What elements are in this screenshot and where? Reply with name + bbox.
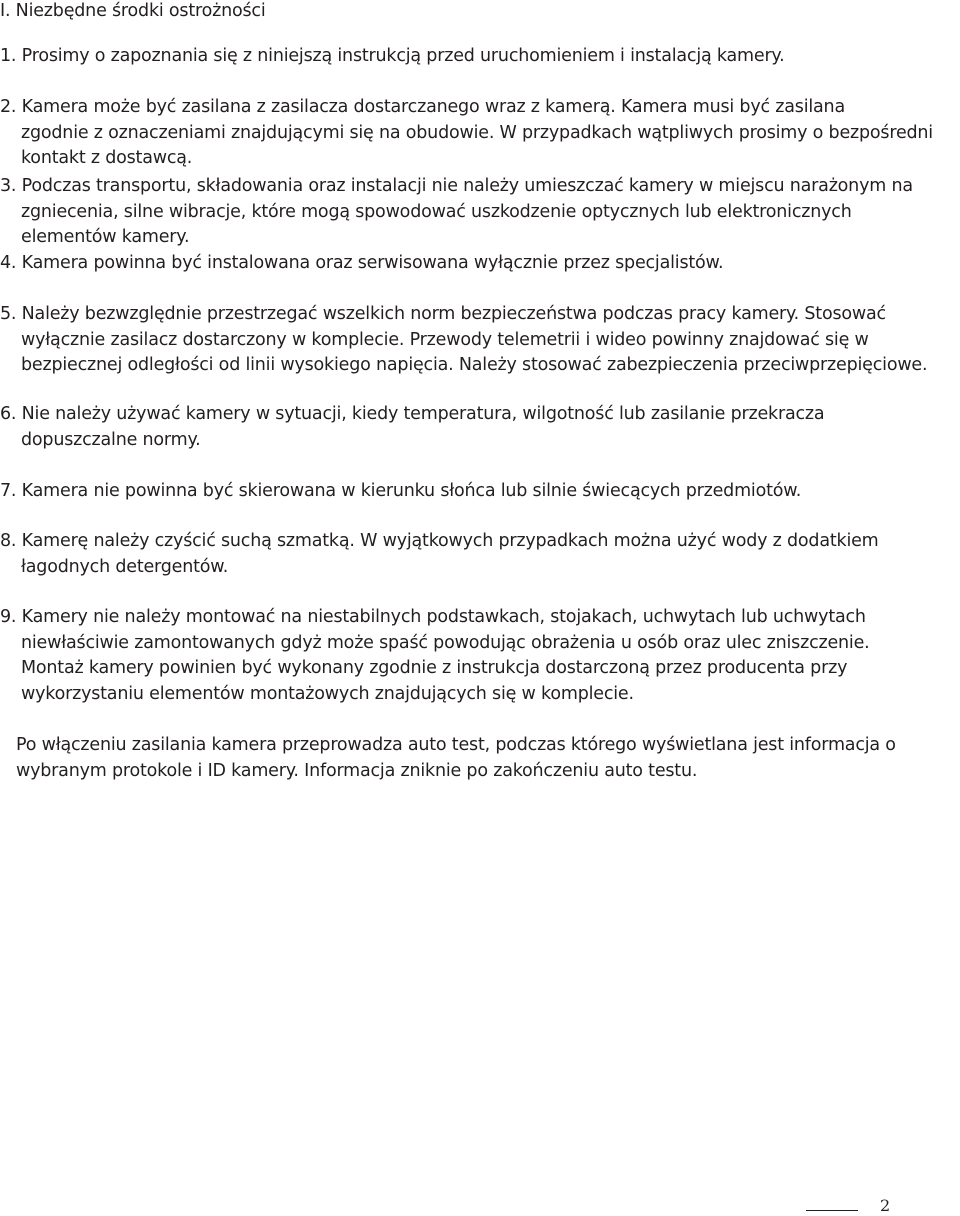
instruction-item-6 bbox=[0, 402, 958, 453]
instruction-item-3 bbox=[0, 174, 958, 251]
item-line: kontakt z dostawcą. bbox=[21, 148, 193, 168]
item-line: 8. Kamerę należy czyścić suchą szmatką. W wyjątkowych przypadkach można użyć wody z dodatkiem bbox=[0, 531, 879, 551]
item-line: elementów kamery. bbox=[21, 227, 190, 247]
footer-divider bbox=[806, 1210, 858, 1211]
item-line: 6. Nie należy używać kamery w sytuacji, kiedy temperatura, wilgotność lub zasilanie przekracza bbox=[0, 404, 825, 424]
item-line: 7. Kamera nie powinna być skierowana w kierunku słońca lub silnie świecących przedmiotów. bbox=[0, 481, 802, 501]
item-line: wykorzystaniu elementów montażowych znajdujących się w komplecie. bbox=[21, 683, 634, 704]
item-line: 4. Kamera powinna być instalowana oraz serwisowana wyłącznie przez specjalistów. bbox=[0, 253, 724, 273]
item-line: Montaż kamery powinien być wykonany zgodnie z instrukcja dostarczoną przez producenta przy bbox=[21, 658, 848, 678]
note-line: wybranym protokole i ID kamery. Informacja zniknie po zakończeniu auto testu. bbox=[16, 760, 698, 781]
note-line: Po włączeniu zasilania kamera przeprowadza auto test, podczas którego wyświetlana jest informacja o bbox=[16, 735, 896, 755]
auto-test-note bbox=[16, 733, 956, 784]
item-line: niewłaściwie zamontowanych gdyż może spaść powodując obrażenia u osób oraz ulec zniszczenie. bbox=[21, 632, 870, 653]
item-line: łagodnych detergentów. bbox=[21, 556, 229, 577]
item-line: zgodnie z oznaczeniami znajdującymi się na obudowie. W przypadkach wątpliwych prosimy o bezpośredni bbox=[21, 122, 933, 143]
item-line: 1. Prosimy o zapoznania się z niniejszą instrukcją przed uruchomieniem i instalacją kamery. bbox=[0, 46, 785, 66]
instruction-item-9 bbox=[0, 605, 958, 707]
instruction-item-5 bbox=[0, 302, 958, 379]
item-line: 2. Kamera może być zasilana z zasilacza dostarczanego wraz z kamerą. Kamera musi być zasilana bbox=[0, 97, 845, 117]
item-line: wyłącznie zasilacz dostarczony w komplecie. Przewody telemetrii i wideo powinny znajdować się w bbox=[21, 329, 869, 350]
item-line: bezpiecznej odległości od linii wysokiego napięcia. Należy stosować zabezpieczenia przeciwprzepięciowe. bbox=[21, 355, 928, 375]
instruction-item-1 bbox=[0, 44, 958, 70]
item-line: dopuszczalne normy. bbox=[21, 429, 201, 450]
instruction-item-7 bbox=[0, 479, 958, 505]
item-line: zgniecenia, silne wibracje, które mogą spowodować uszkodzenie optycznych lub elektronicznych bbox=[21, 201, 852, 222]
instruction-item-8 bbox=[0, 529, 958, 580]
section-title: I. Niezbędne środki ostrożności bbox=[0, 1, 266, 21]
instruction-item-2 bbox=[0, 95, 958, 172]
instruction-item-4 bbox=[0, 251, 958, 277]
item-line: 5. Należy bezwzględnie przestrzegać wszelkich norm bezpieczeństwa podczas pracy kamery. Stosować bbox=[0, 304, 886, 324]
item-line: 9. Kamery nie należy montować na niestabilnych podstawkach, stojakach, uchwytach lub uchwytach bbox=[0, 607, 866, 627]
page-number: 2 bbox=[880, 1196, 891, 1215]
item-line: 3. Podczas transportu, składowania oraz instalacji nie należy umieszczać kamery w miejscu narażonym na bbox=[0, 176, 913, 196]
